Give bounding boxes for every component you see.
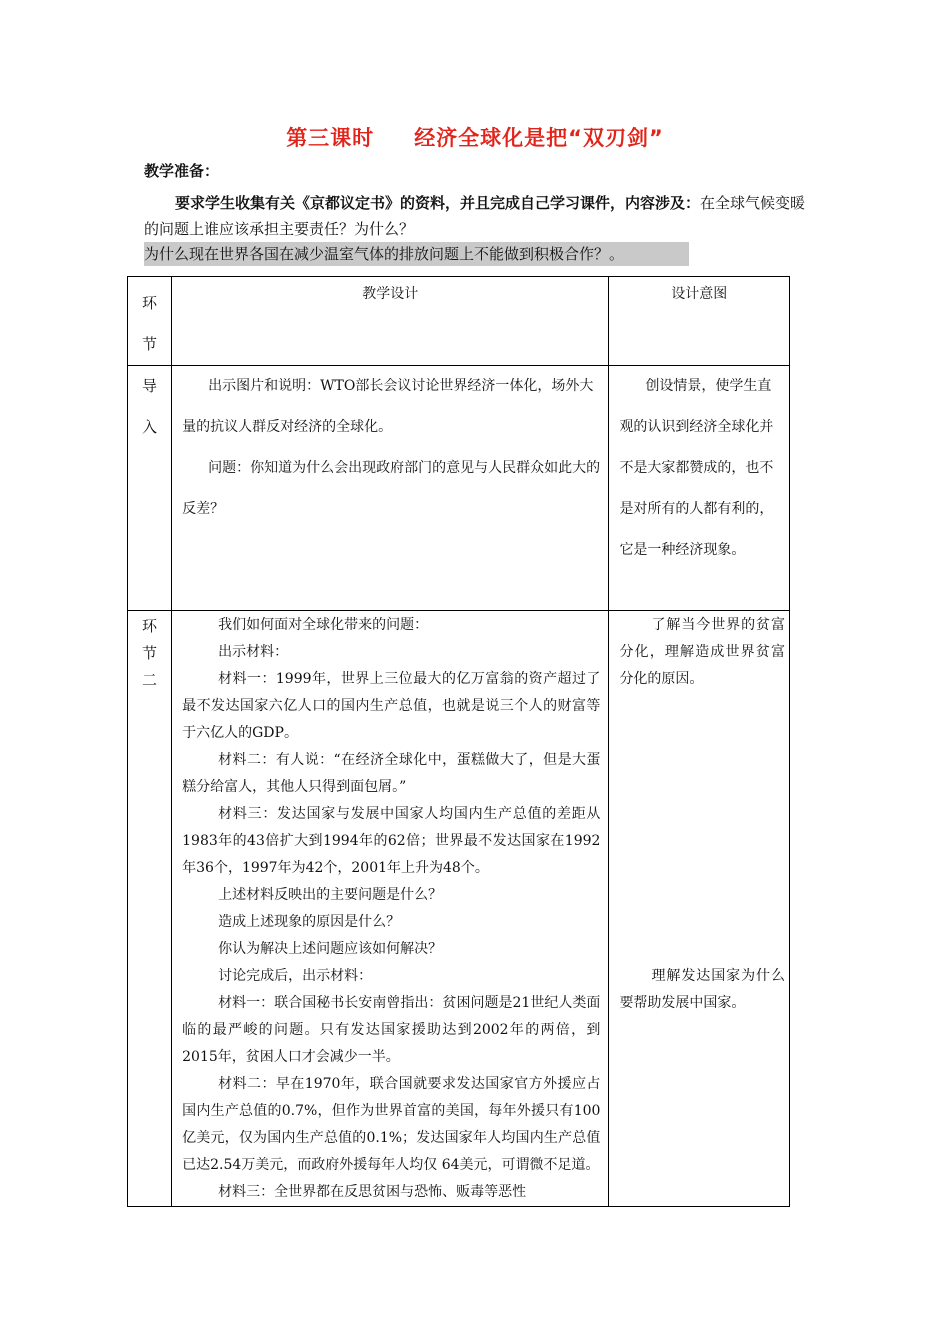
stage2-intent-text: 了解当今世界的贫富分化，理解造成世界贫富分化的原因。 <box>619 617 785 687</box>
header-stage <box>128 277 172 366</box>
stage-char: 二 <box>142 671 158 689</box>
stage2-design-para: 讨论完成后，出示材料： <box>218 968 373 984</box>
stage2-design-para: 材料三：全世界都在反思贫困与恐怖、贩毒等恶性 <box>218 1184 527 1200</box>
stage2-design-para: 造成上述现象的原因是什么？ <box>218 914 401 930</box>
intro-design-para: 出示图片和说明：WTO部长会议讨论世界经济一体化，场外大量的抗议人群反对经济的全球化。 <box>182 378 594 435</box>
lesson-title <box>0 122 950 152</box>
requirement-bold-text: 要求学生收集有关《京都议定书》的资料，并且完成自己学习课件，内容涉及： <box>175 194 701 212</box>
table-row-intro <box>128 366 790 611</box>
title-lesson-number: 第三课时 <box>286 126 375 150</box>
header-stage-char: 环 <box>142 294 158 312</box>
stage-char: 入 <box>142 418 158 436</box>
header-design: 教学设计 <box>172 277 609 366</box>
stage2-design-para: 你认为解决上述问题应该如何解决？ <box>218 941 443 957</box>
stage-two <box>128 611 172 1207</box>
highlighted-question: 为什么现在世界各国在减少温室气体的排放问题上不能做到积极合作？。 <box>144 242 689 266</box>
intro-intent-cell <box>609 366 790 611</box>
stage2-design-para: 材料三：发达国家与发展中国家人均国内生产总值的差距从1983年的43倍扩大到1994年的62倍；世界最不发达国家在1992年36个，1997年为42个，2001年上升为48个。 <box>182 806 601 876</box>
stage2-design-para: 出示材料： <box>218 644 289 660</box>
teaching-prep-label: 教学准备： <box>144 162 220 180</box>
intro-design-cell <box>172 366 609 611</box>
stage-char: 节 <box>142 644 158 662</box>
stage-intro <box>128 366 172 611</box>
header-intent: 设计意图 <box>609 277 790 366</box>
stage2-design-para: 材料二：有人说：“在经济全球化中，蛋糕做大了，但是大蛋糕分给富人，其他人只得到面包屑。” <box>182 752 601 795</box>
title-topic: 经济全球化是把“双刃剑” <box>414 126 664 150</box>
stage-char: 导 <box>142 377 158 395</box>
stage2-design-para: 我们如何面对全球化带来的问题： <box>218 617 429 633</box>
header-stage-char: 节 <box>142 335 158 353</box>
table-row-stage2 <box>128 611 790 1207</box>
intro-design-para: 问题：你知道为什么会出现政府部门的意见与人民群众如此大的反差？ <box>182 460 601 517</box>
stage2-design-para: 材料一：联合国秘书长安南曾指出：贫困问题是21世纪人类面临的最严峻的问题。只有发达国家援助达到2002年的两倍，到2015年，贫困人口才会减少一半。 <box>182 995 601 1065</box>
lesson-plan-table <box>127 276 790 1207</box>
stage2-design-para: 材料二：早在1970年，联合国就要求发达国家官方外援应占国内生产总值的0.7%，但作为世界首富的美国，每年外援只有100亿美元，仅为国内生产总值的0.1%；发达国家年人均国内生产总值已达2.54万美元，而政府外援每年人均仅 64美元，可谓微不足道。 <box>182 1076 601 1173</box>
requirement-paragraph <box>144 190 808 242</box>
stage2-intent-text: 理解发达国家为什么要帮助发展中国家。 <box>619 968 785 1011</box>
stage2-design-para: 材料一：1999年，世界上三位最大的亿万富翁的资产超过了最不发达国家六亿人口的国内生产总值，也就是说三个人的财富等于六亿人的GDP。 <box>182 671 601 741</box>
table-header-row <box>128 277 790 366</box>
stage2-design-cell <box>172 611 609 1207</box>
intro-intent-text: 创设情景，使学生直观的认识到经济全球化并不是大家都赞成的，也不是对所有的人都有利的，它是一种经济现象。 <box>619 378 774 558</box>
stage2-design-para: 上述材料反映出的主要问题是什么？ <box>218 887 443 903</box>
requirement-question: 在全球气候变暖的问题上谁应该承担主要责任？为什么？ <box>144 194 806 238</box>
stage2-intent-cell <box>609 611 790 1207</box>
stage-char: 环 <box>142 617 158 635</box>
